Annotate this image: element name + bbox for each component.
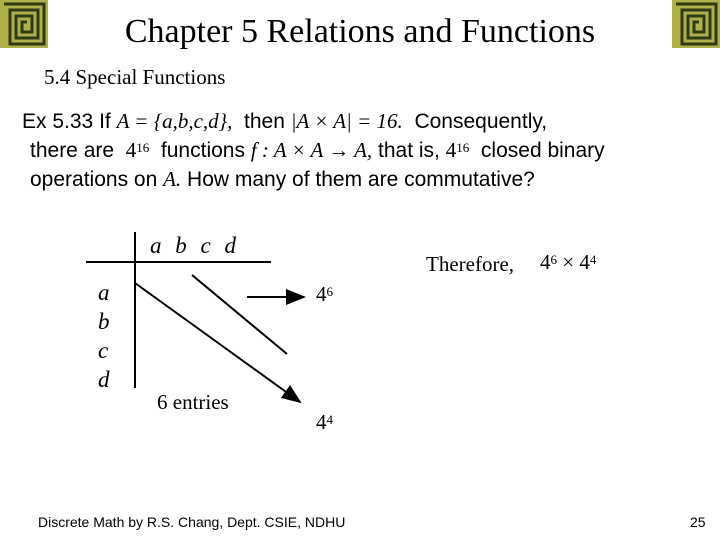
set-expression: A = {a,b,c,d}, xyxy=(116,109,233,133)
result-expression xyxy=(540,250,596,275)
table-row-headers xyxy=(98,278,110,394)
power-base-2: 4 xyxy=(445,138,457,162)
times-symbol: × xyxy=(562,250,575,274)
power-base: 4 xyxy=(125,138,137,162)
lower-power-exponent: 4 xyxy=(326,411,334,427)
upper-power xyxy=(316,282,333,307)
upper-power-exponent: 6 xyxy=(326,283,334,299)
row-header: a xyxy=(98,280,110,305)
lower-power xyxy=(316,410,333,435)
result-base-1: 4 xyxy=(540,250,551,274)
there-are-text: there are xyxy=(30,139,115,162)
upper-power-base: 4 xyxy=(316,282,327,306)
lower-power-base: 4 xyxy=(316,410,327,434)
power-exponent-2: 16 xyxy=(456,139,470,155)
footer-credit: Discrete Math by R.S. Chang, Dept. CSIE, NDHU xyxy=(38,514,346,530)
result-label: Therefore, xyxy=(426,252,515,276)
question-text: How many of them are commutative? xyxy=(187,168,535,191)
closed-binary-text: closed binary xyxy=(480,139,605,162)
lower-diagonal-arrow xyxy=(135,283,300,402)
table-column-headers: a b c d xyxy=(150,233,240,258)
set-symbol: A. xyxy=(163,167,182,191)
upper-diagonal-line xyxy=(192,275,287,354)
entries-label: 6 entries xyxy=(157,390,229,414)
if-word: If xyxy=(99,110,111,133)
result-base-2: 4 xyxy=(579,250,590,274)
row-header: b xyxy=(98,309,110,334)
operations-on-text: operations on xyxy=(30,168,158,191)
power-exponent: 16 xyxy=(136,139,150,155)
function-mapping: f : A × A → A, xyxy=(250,138,373,162)
result-exponent-2: 4 xyxy=(589,251,597,267)
page-number: 25 xyxy=(690,514,706,530)
example-label: Ex 5.33 xyxy=(22,110,94,133)
consequently-text: Consequently, xyxy=(414,110,548,133)
cardinality-expression: |A × A| = 16. xyxy=(290,109,403,133)
slide-title: Chapter 5 Relations and Functions xyxy=(124,13,596,50)
result-exponent-1: 6 xyxy=(550,251,558,267)
functions-word: functions xyxy=(160,139,245,162)
then-word: then xyxy=(244,110,285,133)
row-header: d xyxy=(98,367,110,392)
section-subtitle: 5.4 Special Functions xyxy=(44,65,226,89)
row-header: c xyxy=(98,338,109,363)
that-is-text: that is, xyxy=(378,139,440,162)
